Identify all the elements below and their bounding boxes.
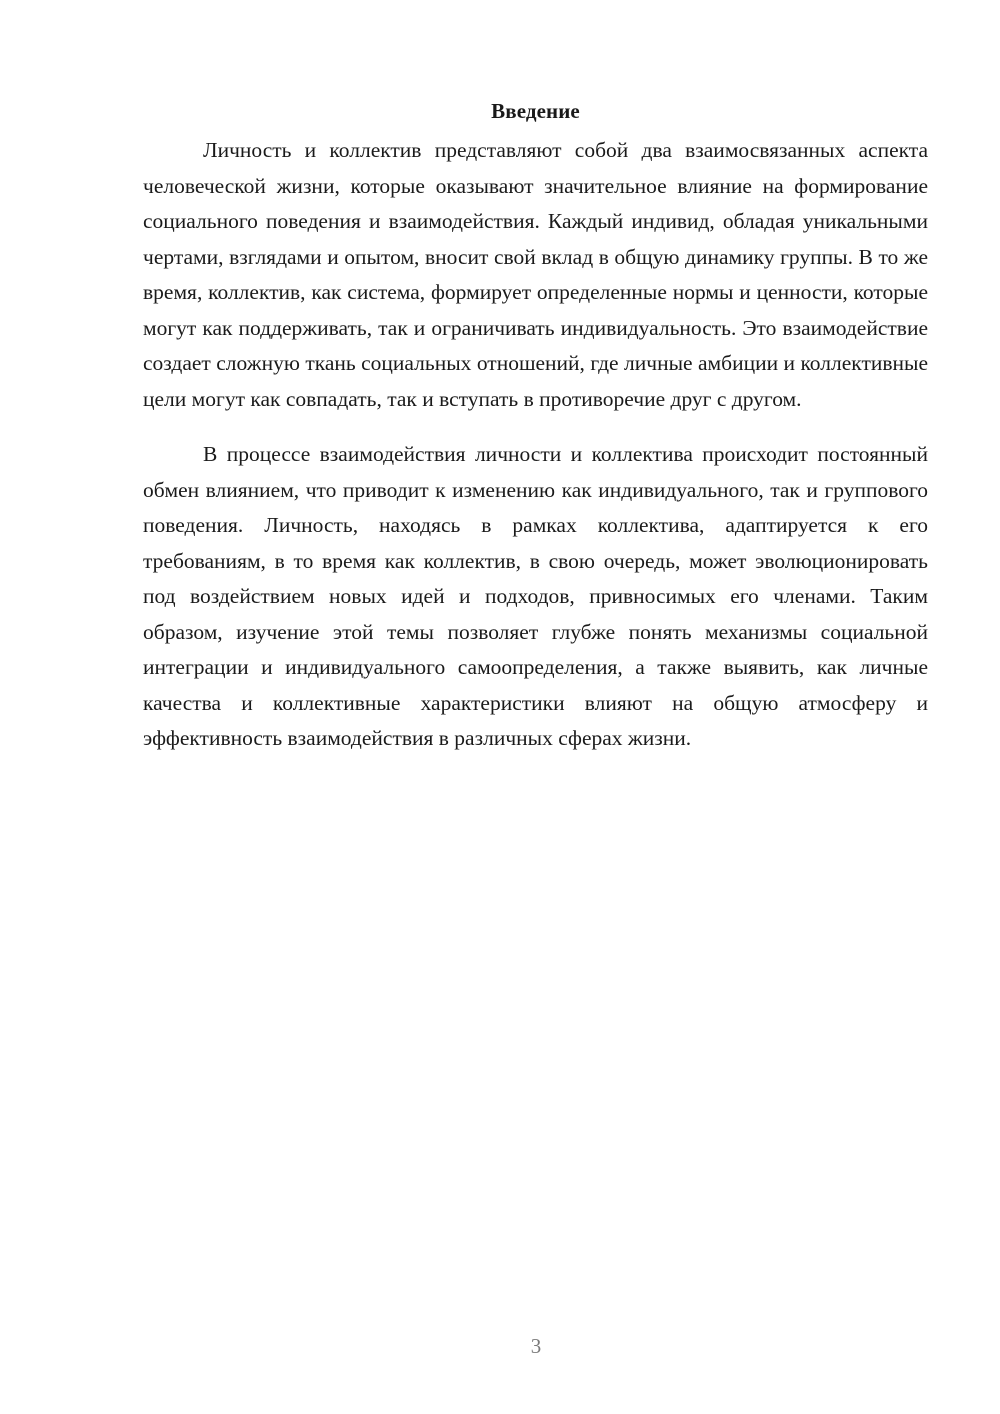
page-content: [143, 93, 928, 757]
page-number: 3: [530, 1334, 542, 1358]
paragraph-2: В процессе взаимодействия личности и коллектива происходит постоянный обмен влиянием, что приводит к изменению как индивидуального, так и группового поведения. Личность, находясь в рамках коллектива, адаптируется к его требованиям, в то время как коллектив, в свою очередь, может эволюционировать под воздействием новых идей и подходов, привносимых его членами. Таким образом, изучение этой темы позволяет глубже понять механизмы социальной интеграции и индивидуального самоопределения, а также выявить, как личные качества и коллективные характеристики влияют на общую атмосферу и эффективность взаимодействия в различных сферах жизни.: [143, 442, 928, 750]
section-heading: Введение: [491, 99, 580, 123]
paragraph-1: Личность и коллектив представляют собой два взаимосвязанных аспекта человеческой жизни, которые оказывают значительное влияние на формирование социального поведения и взаимодействия. Каждый индивид, обладая уникальными чертами, взглядами и опытом, вносит свой вклад в общую динамику группы. В то же время, коллектив, как система, формирует определенные нормы и ценности, которые могут как поддерживать, так и ограничивать индивидуальность. Это взаимодействие создает сложную ткань социальных отношений, где личные амбиции и коллективные цели могут как совпадать, так и вступать в противоречие друг с другом.: [143, 138, 928, 411]
